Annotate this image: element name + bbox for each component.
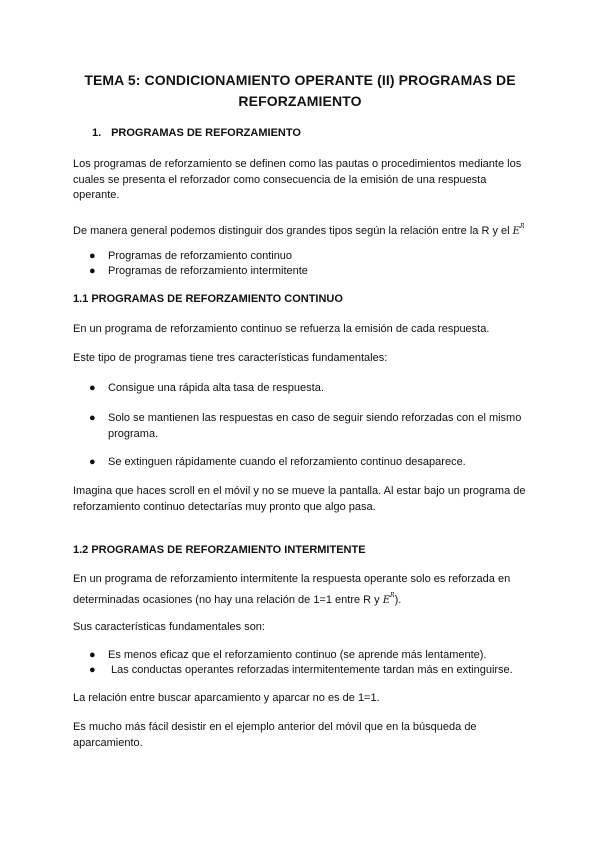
section-1-2-heading: 1.2 PROGRAMAS DE REFORZAMIENTO INTERMITENTE — [73, 544, 366, 556]
reinforcer-symbol: $E^R$ — [512, 223, 525, 237]
reinforcer-symbol: $E^R$ — [382, 591, 395, 606]
bullet-icon: ● — [89, 649, 96, 661]
bullet-icon: ● — [89, 265, 96, 277]
section-1-1-heading: 1.1 PROGRAMAS DE REFORZAMIENTO CONTINUO — [73, 293, 343, 305]
bullet-icon: ● — [89, 664, 96, 676]
section-1-2-paragraph-3: La relación entre buscar aparcamiento y aparcar no es de 1=1. — [73, 692, 380, 704]
section-1-1-paragraph-2: Este tipo de programas tiene tres características fundamentales: — [73, 352, 388, 364]
section-1-heading — [92, 127, 301, 139]
bullet-icon: ● — [89, 382, 96, 394]
bullet-icon: ● — [89, 456, 96, 468]
bullet-icon: ● — [89, 412, 96, 424]
section-1-2-paragraph-2: Sus características fundamentales son: — [73, 621, 265, 633]
section-1-1-paragraph-3: Imagina que haces scroll en el móvil y no se mueve la pantalla. Al estar bajo un programa de reforzamiento continuo detectarías muy pronto que algo pasa. — [73, 485, 526, 513]
section-1-1-paragraph-1: En un programa de reforzamiento continuo se refuerza la emisión de cada respuesta. — [73, 323, 490, 335]
section-1-number: 1. — [92, 127, 102, 139]
section-1-paragraph-2-text: De manera general podemos distinguir dos grandes tipos según la relación entre la R y el — [73, 225, 510, 237]
document-page: TEMA 5: CONDICIONAMIENTO OPERANTE (II) PROGRAMAS DE REFORZAMIENTO 1. PROGRAMAS DE REFORZAMIENTO Los programas de reforzamiento se definen como las pautas o procedimientos mediante los cuales se presenta el reforzador como consecuencia de la emisión de una respuesta operante. De manera general podemos distinguir dos grandes tipos según la relación entre la R y el $E^R$ ● Programas de reforzamiento continuo ● Programas de reforzamiento intermitente 1.1 PROGRAMAS DE REFORZAMIENTO CONTINUO En un programa de reforzamiento continuo se refuerza la emisión de cada respuesta. Este tipo de programas tiene tres características fundamentales: ● Consigue una rápida alta tasa de respuesta. ● Solo se mantienen las respuestas en caso de seguir siendo reforzadas con el mismo programa. ● Se extinguen rápidamente cuando el reforzamiento continuo desaparece. Imagina que haces scroll en el móvil y no se mueve la pantalla. Al estar bajo un programa de reforzamiento continuo detectarías muy pronto que algo pasa. 1.2 PROGRAMAS DE REFORZAMIENTO INTERMITENTE En un programa de reforzamiento intermitente la respuesta operante solo es reforzada en determinadas ocasiones (no hay una relación de 1=1 entre R y $E^R$). Sus características fundamentales son: ● Es menos eficaz que el reforzamiento continuo (se aprende más lentamente). ● Las conductas operantes reforzadas intermitentemente tardan más en extinguirse. La relación entre buscar aparcamiento y aparcar no es de 1=1. Es mucho más fácil desistir en el ejemplo anterior del móvil que en la búsqueda de aparcamiento. — [0, 0, 600, 848]
section-1-2-paragraph-1: En un programa de reforzamiento intermitente la respuesta operante solo es reforzada en determinadas ocasiones (no hay una relación de 1=1 entre R y $E^R$). — [73, 573, 511, 606]
section-1-2-paragraph-4: Es mucho más fácil desistir en el ejemplo anterior del móvil que en la búsqueda de aparcamiento. — [73, 721, 477, 749]
section-1-paragraph-2 — [73, 219, 533, 240]
page-title: TEMA 5: CONDICIONAMIENTO OPERANTE (II) PROGRAMAS DE REFORZAMIENTO — [84, 72, 516, 109]
section-1-paragraph-1: Los programas de reforzamiento se definen como las pautas o procedimientos mediante los cuales se presenta el reforzador como consecuencia de la emisión de una respuesta operante. — [73, 158, 522, 201]
bullet-icon: ● — [89, 250, 96, 262]
section-1-title: PROGRAMAS DE REFORZAMIENTO — [111, 127, 301, 139]
